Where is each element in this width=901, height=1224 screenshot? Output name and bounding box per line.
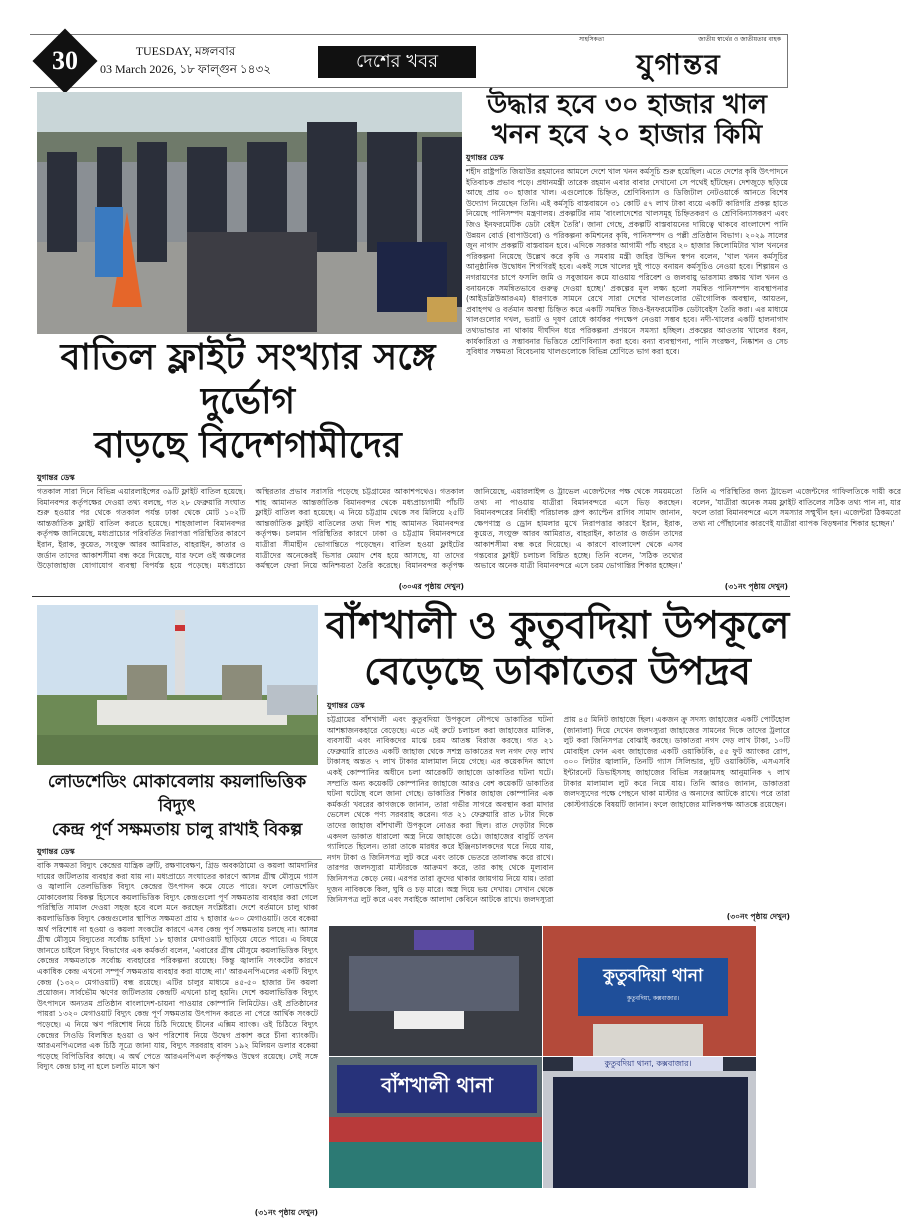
power-plant-photo (37, 605, 318, 765)
divider (32, 596, 790, 597)
arrest-collage (329, 926, 756, 1188)
logo-tagline-left: সাহসিকতা (579, 36, 604, 43)
dakat-headline-line1: বাঁশখালী ও কুতুবদিয়া উপকূলে (325, 603, 790, 647)
khal-continued: (৩১নং পৃষ্ঠায় দেখুন) (724, 582, 788, 591)
dakat-headline-line2: বেড়েছে ডাকাতের উপদ্রব (364, 649, 751, 693)
page-number: 30 (52, 46, 78, 75)
dakat-continued: (৩০নং পৃষ্ঠায় দেখুন) (726, 912, 790, 921)
power-headline-line1: লোডশেডিং মোকাবেলায় কয়লাভিত্তিক বিদ্যুৎ (47, 772, 307, 816)
kutubdia-banner: কুতুবদিয়া থানা, কক্সবাজার। (573, 1057, 723, 1071)
khal-headline-line2: খনন হবে ২০ হাজার কিমি (491, 120, 763, 150)
flight-continued: (৩০এর পৃষ্ঠায় দেখুন) (398, 582, 464, 591)
kutubdia-arrest-photo (543, 1057, 756, 1188)
khal-headline (466, 90, 788, 150)
dakat-story (325, 602, 790, 922)
airport-crowd-photo (37, 92, 462, 334)
dakat-byline: যুগান্তর ডেস্ক (327, 700, 552, 714)
khal-headline-line1: উদ্ধার হবে ৩০ হাজার খাল (486, 90, 768, 120)
flight-byline: যুগান্তর ডেস্ক (37, 472, 242, 486)
coast-guard-arrest-photo (329, 926, 542, 1056)
logo-tagline-right: জাতীয় স্বার্থের ও জাতীয়তার বাহক (698, 36, 781, 43)
power-headline (32, 770, 322, 842)
kutubdia-sign: কুতুবদিয়া থানা (603, 966, 703, 986)
airport-photo-image (37, 92, 462, 334)
power-body: বাকি সক্ষমতা বিদ্যুৎ কেন্দ্রের যান্ত্রিক ত্রুটি, রক্ষণাবেক্ষণ, গ্রিড অবকাঠামো ও কয়লা আমদানির দায়ের জটিলতায় ব্যবহার করা যায় না। মধ্যপ্রাচ্যে সংঘাতের কারণে আসন্ন গ্রীষ্ম মৌসুমে গ্যাস ও জ্বালানি তেলভিত্তিক বিদ্যুৎ কেন্দ্রের উৎপাদন কমে যেতে পারে। ফলে লোডশেডিং মোকাবেলায় বিকল্প হিসেবে কয়লাভিত্তিক বিদ্যুৎ কেন্দ্রগুলো পূর্ণ সক্ষমতায় ব্যবহার করা গেলে পরিস্থিতি সামাল দেওয়া সহজ হবে বলে মনে করছেন সংশ্লিষ্টরা। দেশে বর্তমানে চালু থাকা কয়লাভিত্তিক বিদ্যুৎ কেন্দ্রগুলোর স্থাপিত সক্ষমতা প্রায় ৭ হাজার ৬০০ মেগাওয়াট। তবে বকেয়া অর্থ পরিশোধ না হওয়া ও কয়লা সংকটের কারণে এসব কেন্দ্র পূর্ণ সক্ষমতায় চলছে না। আসন্ন গ্রীষ্ম মৌসুমে বিদ্যুতের সর্বোচ্চ চাহিদা ১৮ হাজার মেগাওয়াট ছাড়িয়ে যেতে পারে। এ বিষয়ে জানতে চাইলে বিদ্যুৎ বিভাগের এক কর্মকর্তা বলেন, 'এবারের গ্রীষ্ম মৌসুমে কয়লাভিত্তিক বিদ্যুৎ কেন্দ্রের সক্ষমতাকে সর্বোচ্চ ব্যবহারের পরিকল্পনা রয়েছে। কিন্তু জ্বালানি সংকটের কারণে একাধিক কেন্দ্র এখনো সম্পূর্ণ সক্ষমতায় ব্যবহার করা যাচ্ছে না।' আরএনপিএলের একটি বিদ্যুৎ কেন্দ্র (১৩২০ মেগাওয়াট) বন্ধ রয়েছে। এটির চালুর মাধ্যমে ৪৫-৫০ হাজার টন কয়লা প্রয়োজন। সার্বভৌম ঋণের জটিলতায় কেন্দ্রটি এখনো চালু হয়নি। দেশে কয়লাভিত্তিক বিদ্যুৎ উৎপাদনে অন্যতম প্রতিষ্ঠান বাংলাদেশ-চায়না পাওয়ার কোম্পানি লিমিটেড। ওই প্রতিষ্ঠানের পায়রা ১৩২০ মেগাওয়াট বিদ্যুৎ কেন্দ্র পূর্ণ সক্ষমতায় উৎপাদন করতে না পেরে আর্থিক সংকটে পড়েছে। এ নিয়ে ঋণ পরিশোধ নিয়ে চিঠি দিয়েছে চীনের এক্সিম ব্যাংক। ওই চিঠিতে বিদ্যুৎ কেন্দ্রের সিওডি বিলম্বিত হওয়া ও ঋণ পরিশোধ নিয়ে উদ্বেগ প্রকাশ করে চীনা ব্যাংকটি। আরএনপিএলের এক চিঠি সূত্রে জানা যায়, বিদ্যুৎ সরবরাহ বাবদ ১৯২ মিলিয়ন ডলার বকেয়া পড়েছে বিপিডিবির কাছে। এ অর্থ পেতে আরএনপিএল কর্তৃপক্ষও উদ্বেগ রয়েছে। সেই সঙ্গে বিদ্যুৎ কেন্দ্র চালু না হলে চলতি মাসে ঋণ (37, 861, 318, 1072)
power-story (32, 770, 322, 1218)
date: 03 March 2026, ১৮ ফাল্গুন ১৪৩২ (100, 62, 272, 76)
day: TUESDAY, মঙ্গলবার (135, 44, 236, 58)
kutubdia-sign-sub: কুতুবদিয়া, কক্সবাজার। (626, 995, 680, 1002)
newspaper-logo (575, 36, 783, 86)
khal-byline: যুগান্তর ডেস্ক (466, 152, 788, 166)
dateline (100, 42, 271, 78)
flight-headline (32, 336, 464, 468)
flight-headline-line2: বাড়ছে বিদেশগামীদের (94, 425, 402, 466)
section-title: দেশের খবর (318, 46, 476, 78)
banshkhali-station-photo (329, 1057, 542, 1188)
power-continued: (৩১নং পৃষ্ঠায় দেখুন) (254, 1208, 318, 1217)
dakat-headline (325, 602, 790, 694)
flight-body: গতকাল সারা দিনে বিভিন্ন এয়ারলাইন্সের ৩৯টি ফ্লাইট বাতিল হয়েছে। বিমানবন্দর কর্তৃপক্ষের দেওয়া তথ্য বলছে, গত ২৮ ফেব্রুয়ারি সংঘাত শুরু হওয়ার পর থেকে গতকাল পর্যন্ত ঢাকা থেকে মোট ১০২টি আন্তর্জাতিক ফ্লাইট বাতিল করতে হয়েছে। শাহজালাল বিমানবন্দর কর্তৃপক্ষ জানিয়েছে, মধ্যপ্রাচ্যের পরিবর্তিত নিরাপত্তা পরিস্থিতির কারণে ইরান, ইরাক, কুয়েত, সংযুক্ত আরব আমিরাত, বাহরাইন, কাতার ও জর্ডান তাদের আকাশসীমা বন্ধ করে দিয়েছে, যার ফলে ওই অঞ্চলের উড়োজাহাজ যোগাযোগ ব্যবস্থা বিপর্যস্ত হয়ে পড়েছে। মধ্যপ্রাচ্যে অস্থিরতার প্রভাব সরাসরি পড়েছে চট্টগ্রামের আকাশপথেও। গতকাল শাহ আমানত আন্তর্জাতিক বিমানবন্দর থেকে মধ্যপ্রাচ্যগামী পাঁচটি ফ্লাইট বাতিল করা হয়েছে। এ নিয়ে চট্টগ্রাম থেকে সব মিলিয়ে ২৫টি আন্তর্জাতিক ফ্লাইট বাতিলের তথ্য দিল শাহ আমানত বিমানবন্দর কর্তৃপক্ষ। চলমান পরিস্থিতির কারণে ঢাকা ও চট্টগ্রাম বিমানবন্দরে যাত্রীরা সীমাহীন ভোগান্তিতে পড়েছেন। বাতিল হওয়া ফ্লাইটের যাত্রীদের অনেকেরই ভিসার মেয়াদ শেষ হয়ে আসছে, যা তাদের কর্মস্থলে ফেরা নিয়ে অনিশ্চয়তা তৈরি করেছে। বিমানবন্দর কর্তৃপক্ষ জানিয়েছে, এয়ারলাইন্স ও ট্রাভেল এজেন্টদের পক্ষ থেকে সময়মতো তথ্য না পাওয়ায় যাত্রীরা বিমানবন্দরে এসে ভিড় করছেন। বিমানবন্দরের নির্বাহী পরিচালক গ্রুপ ক্যাপ্টেন রাগিব সামাদ জানান, ক্ষেপণাস্ত্র ও ড্রোন হামলার মুখে নিরাপত্তার কারণে ইরান, ইরাক, কুয়েত, সংযুক্ত আরব আমিরাত, বাহরাইন, কাতার ও জর্ডান তাদের আকাশসীমা বন্ধ করে দিয়েছে। এ কারণে বাংলাদেশ থেকে এসব গন্তব্যের ফ্লাইট চলাচল বিঘ্নিত হচ্ছে। তিনি বলেন, 'সঠিক তথ্যের অভাবে অনেক যাত্রী বিমানবন্দরে এসে চরম ভোগান্তির শিকার হচ্ছেন।' তিনি এ পরিস্থিতির জন্য ট্রাভেল এজেন্টদের গাফিলতিকে দায়ী করে বলেন, 'যাত্রীরা অনেক সময় ফ্লাইট বাতিলের সঠিক তথ্য পান না, যার ফলে তারা বিমানবন্দরে এসে সমস্যার সম্মুখীন হন। এজেন্টরা ঠিকমতো তথ্য না পৌঁছানোর কারণেই যাত্রীরা ব্যাপক বিড়ম্বনার শিকার হচ্ছেন।' (37, 487, 901, 571)
banshkhali-sign: বাঁশখালী থানা (337, 1065, 537, 1113)
logo-text: যুগান্তর (636, 48, 722, 81)
power-byline: যুগান্তর ডেস্ক (37, 846, 322, 860)
flight-headline-line1: বাতিল ফ্লাইট সংখ্যার সঙ্গে দুর্ভোগ (60, 337, 436, 422)
khal-body: শহীদ রাষ্ট্রপতি জিয়াউর রহমানের আমলে দেশে খাল খনন কর্মসূচি শুরু হয়েছিল। এতে দেশের কৃষি উৎপাদনে ইতিবাচক প্রভাব পড়ে। প্রধানমন্ত্রী তারেক রহমান এবার বাবার দেখানো সে পথেই হাঁটছেন। দেশজুড়ে ছড়িয়ে আছে প্রায় ৩০ হাজার খাল। এগুলোকে চিহ্নিত, শ্রেণিবিন্যাস ও ডিজিটাল নেটওয়ার্কে আনতে বিশেষ উদ্যোগ নিয়েছেন তিনি। এই কর্মসূচি বাস্তবায়নে ৩১ কোটি ৫৭ লাখ টাকা ব্যয়ে একটি কারিগরি প্রকল্প হাতে নিয়েছে পানিসম্পদ মন্ত্রণালয়। প্রকল্পটির নাম 'বাংলাদেশের খালসমূহ চিহ্নিতকরণ ও শ্রেণিবিন্যাসকরণ এবং জিও ইনফরমেটিক ডেটা বেইস তৈরি'। জানা গেছে, প্রকল্পটি বাস্তবায়নের দায়িত্বে থাকবে বাংলাদেশ পানি উন্নয়ন বোর্ড (বাপাউবো) ও পরিকল্পনা কমিশনের কৃষি, পানিসম্পদ ও পল্লী প্রতিষ্ঠান বিভাগ। ২০২৯ সালের জুন নাগাদ প্রকল্পটি বাস্তবায়ন হবে। এদিকে সরকার আগামী পাঁচ বছরে ২০ হাজার কিলোমিটার খাল খননের পরিকল্পনা নিয়েছে উল্লেখ করে কৃষি ও সমবায় মন্ত্রী জহির উদ্দিন স্বপন বলেন, 'খাল খনন কর্মসূচির আনুষ্ঠানিক উদ্বোধন শিগগিরই হবে। একই সঙ্গে খালের দুই পাড়ে বনায়ন কর্মসূচিও নেওয়া হবে। শিল্পায়ন ও নগরায়ণের চাপে ফসলি জমি ও সবুজায়ন কমে যাওয়ায় পরিবেশ ও জলবায়ু ভারসাম্য রক্ষায় খাল খনন ও বনায়নকে সমন্বিতভাবে গুরুত্ব দেওয়া হচ্ছে।' প্রকল্পের মূল লক্ষ্য হলো সমন্বিত পানিসম্পদ ব্যবস্থাপনার (আইডব্লিউআরএম) ধারণাকে সামনে রেখে সারা দেশের খালগুলোর ভৌগোলিক অবস্থান, আয়তন, প্রবাহপথ ও বর্তমান অবস্থা চিহ্নিত করে একটি সমন্বিত জিও-ইনফরমেটিক ডেটাবেইস তৈরি করা। এর মাধ্যমে খালগুলোর দখল, ভরাট ও দূষণ রোধে কার্যকর পদক্ষেপ নেওয়া সম্ভব হবে। নদী-খালের একটি হালনাগাদ তথ্যভান্ডার না থাকায় দীর্ঘদিন ধরে পরিকল্পনা প্রণয়নে সমস্যা হচ্ছিল। প্রকল্পের আওতায় খালের ধরন, কার্যকারিতা ও সম্ভাবনার ভিত্তিতে শ্রেণিবিন্যাস করা হবে। বন্যা ব্যবস্থাপনা, পানি সংরক্ষণ, নিষ্কাশন ও সেচ সুবিধার সক্ষমতা বিবেচনায় খালগুলোকে বিভিন্ন শ্রেণিতে ভাগ করা হবে। (466, 167, 788, 357)
dakat-body: চট্টগ্রামের বাঁশখালী এবং কুতুবদিয়া উপকূলে নৌপথে ডাকাতির ঘটনা আশঙ্কাজনকহারে বেড়েছে। এতে এই রুটে চলাচল করা জাহাজের মালিক, ব্যবসায়ী এবং নাবিকদের মাঝে চরম আতঙ্ক বিরাজ করছে। গত ২১ ফেব্রুয়ারি রাতেও একটি জাহাজ থেকে সশস্ত্র ডাকাতের দল নগদ দেড় লাখ টাকাসহ অন্তত ৭ লাখ টাকার মালামাল নিয়ে গেছে। এর কয়েকদিন আগে একই কোম্পানির অধীনে চলা আরেকটি জাহাজে ডাকাতির ঘটনা ঘটে। সম্প্রতি অন্য কয়েকটি কোম্পানির জাহাজে আরও বেশ কয়েকটি ডাকাতির ঘটনা ঘটেছে বলে জানা গেছে। ডাকাতির শিকার জাহাজ কোম্পানির এক কর্মকর্তা খবরের কাগজকে জানান, তারা গভীর সাগরে অবস্থান করা মাদার ভেসেল থেকে পণ্য সরবরাহ করেন। গত ২১ ফেব্রুয়ারি রাত ৮টার দিকে তাদের জাহাজ বাঁশখালী উপকূলে নোঙর করা ছিল। রাত দেড়টার দিকে একদল ডাকাত ধারালো অস্ত্র নিয়ে জাহাজে ওঠে। জাহাজের বাবুর্চি তখন গ্যালিতে ছিলেন। তারা তাকে মারধর করে ইঞ্জিনচালকদের ঘরে নিয়ে যায়, নগদ টাকা ও জিনিসপত্র লুট করে এবং তাকে ভেতরে তালাবদ্ধ করে রাখে। তারপর জলদস্যুরা মাস্টারকে আক্রমণ করে, তার কাছ থেকে মূল্যবান জিনিসপত্র কেড়ে নেয়। এরপর তারা ক্রুদের থাকার জায়গায় নিয়ে যায়। তারা দুজন নাবিককে কিল, ঘুষি ও চড় মারে। অস্ত্র দিয়ে ভয় দেখায়। সেখান থেকে জিনিসপত্র লুট করে এবং সবাইকে আলাদা কেবিনে আটকে রাখে। জলদস্যুরা প্রায় ৪৫ মিনিট জাহাজে ছিল। একজন ক্রু সদস্য জাহাজের একটি পোর্টহোল (জানালা) দিয়ে দেখেন জলদস্যুরা জাহাজের সামনের দিকে তাদের ট্রলারে লুট করা জিনিসপত্র বোঝাই করছে। ডাকাতরা নগদ দেড় লাখ টাকা, ১০টি মোবাইল ফোন এবং জাহাজের একটি ওয়াকিটকি, ৫৫ ফুট অ্যাংকর রোপ, ৩০০ লিটার জ্বালানি, তিনটি গ্যাস সিলিন্ডার, দুটি ওয়াকিটকি, এসএসবি ইন্টারনেট ডিভাইসসহ জাহাজের বিভিন্ন সরঞ্জামসহ আনুমানিক ৭ লাখ টাকার মালামাল লুট করে নিয়ে যায়। তিনি আরও জানান, ডাকাতরা জলদস্যুদের পক্ষে পেছনে থাকা মাস্টার ও অন্যদের আটকে রাখে। পরে তারা কোস্টগার্ডকে বিষয়টি জানান। ফলে জাহাজের মালিকপক্ষ আতঙ্কে রয়েছেন। (327, 715, 790, 905)
kutubdia-station-photo (543, 926, 756, 1056)
power-plant-image (37, 605, 318, 765)
power-headline-line2: কেন্দ্র পূর্ণ সক্ষমতায় চালু রাখাই বিকল্প (51, 820, 303, 840)
